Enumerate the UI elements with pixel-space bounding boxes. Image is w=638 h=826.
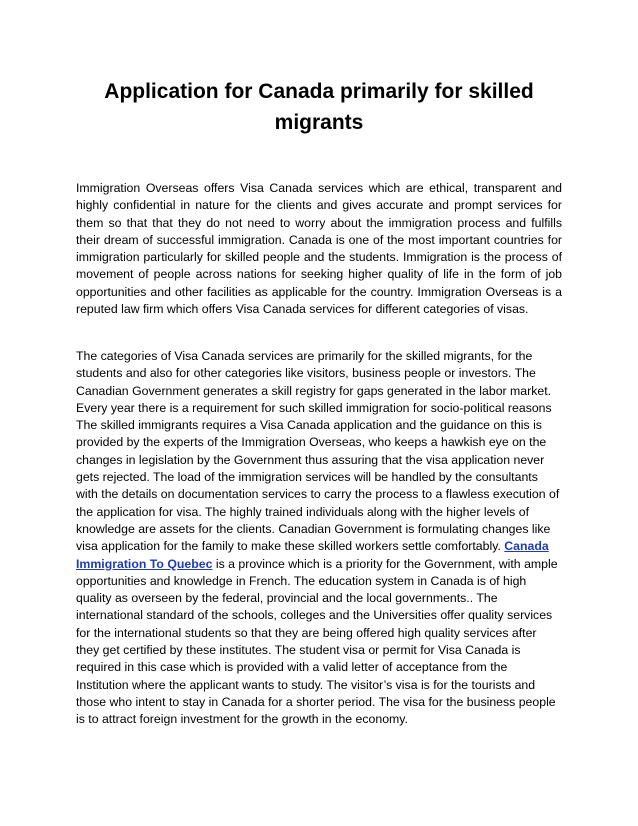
paragraph-2-text-before-link: The categories of Visa Canada services are primarily for the skilled migrants, for the students and also for other categories like visitors, business people or investors. The Canadian Government generates a skill registry for gaps generated in the labor market. Every year there is a requirement for such skilled immigration for socio-political reasons The skilled immigrants requires a Visa Canada application and the guidance on this is provided by the experts of the Immigration Overseas, who keeps a hawkish eye on the changes in legislation by the Government thus assuring that the visa application never gets rejected. The load of the immigration services will be handled by the consultants with the details on documentation services to carry the process to a flawless execution of the application for visa. The highly trained individuals along with the higher levels of knowledge are assets for the clients. Canadian Government is formulating changes like visa application for the family to make these skilled workers settle comfortably. (76, 349, 560, 554)
canada-immigration-quebec-link[interactable]: Canada Immigration To Quebec (76, 539, 549, 571)
paragraph-2-text-after-link: is a province which is a priority for the Government, with ample opportunities and knowledge in French. The education system in Canada is of high quality as overseen by the federal, provincial and the local governments.. The international standard of the schools, colleges and the Universities offer quality services for the international students so that they are being offered high quality services after they get certified by these institutes. The student visa or permit for Visa Canada is required in this case which is provided with a valid letter of acceptance from the Institution where the applicant wants to study. The visitor’s visa is for the tourists and those who intent to stay in Canada for a shorter period. The visa for the business people is to attract foreign investment for the growth in the economy. (76, 556, 558, 727)
body-paragraph-1: Immigration Overseas offers Visa Canada services which are ethical, transparent and highly confidential in nature for the clients and gives accurate and prompt services for them so that that they do not need to worry about the immigration process and fulfills their dream of successful immigration. Canada is one of the most important countries for immigration particularly for skilled people and the students. Immigration is the process of movement of people across nations for seeking higher quality of life in the form of job opportunities and other facilities as applicable for the country. Immigration Overseas is a reputed law firm which offers Visa Canada services for different categories of visas. (76, 181, 562, 317)
body-paragraph-2 (76, 348, 562, 729)
document-title: Application for Canada primarily for skilled migrants (104, 80, 534, 134)
